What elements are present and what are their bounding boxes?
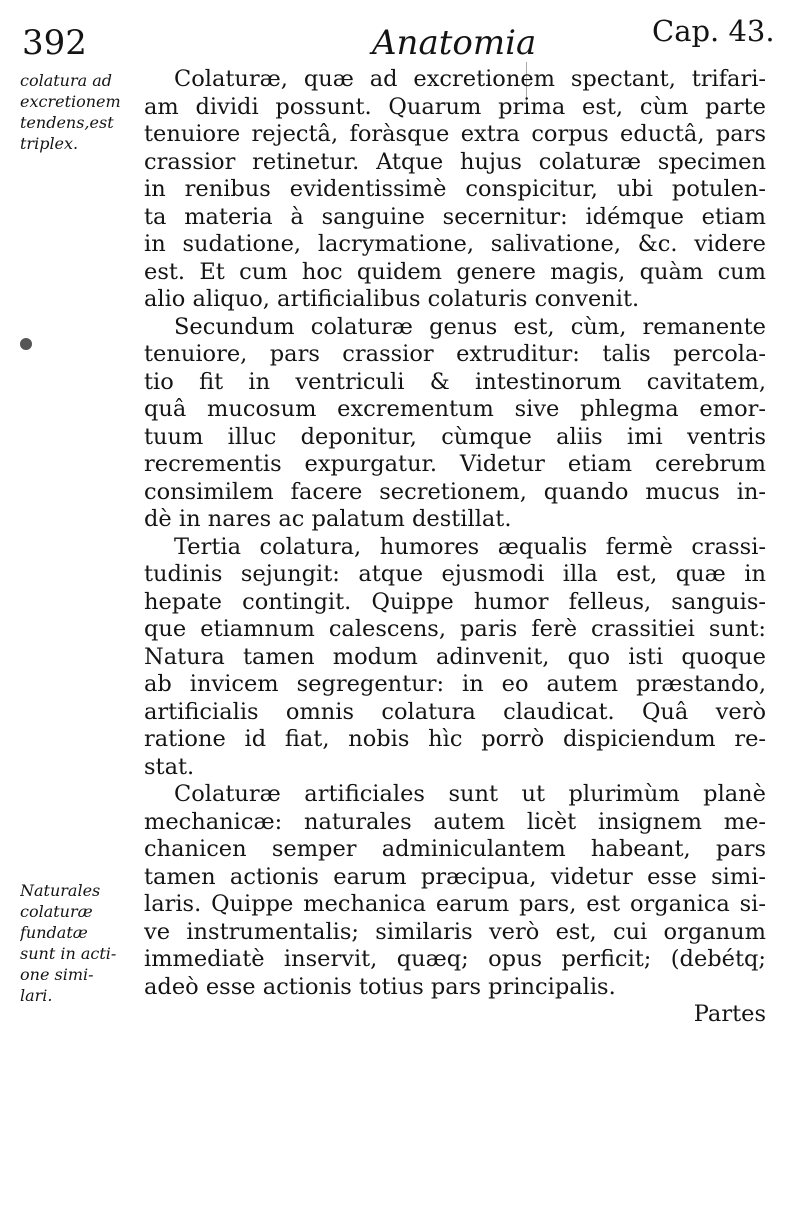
margin-note-line: excretionem [20, 92, 121, 111]
margin-note-line: colatura ad [20, 71, 113, 90]
margin-note-line: colaturæ [20, 902, 93, 921]
chapter-label: Cap. 43. [652, 14, 775, 48]
margin-note-2 [20, 880, 144, 1006]
text-line: est. Et cum hoc quidem genere magis, quàm cum [144, 258, 766, 285]
page-header [0, 0, 800, 70]
ink-speck [20, 338, 32, 350]
margin-note-line: tendens,est [20, 113, 114, 132]
main-text [144, 66, 766, 1029]
page-number: 392 [22, 23, 87, 63]
text-line: ta materia à sanguine secernitur: idémque etiam [144, 203, 766, 230]
text-line: ab invicem segregentur: in eo autem præstando, [144, 671, 766, 697]
text-line: stat. [144, 753, 195, 780]
text-line: tamen actionis earum præcipua, videtur esse simi- [144, 863, 766, 890]
text-line: tudinis sejungit: atque ejusmodi illa est, quæ in [144, 561, 766, 587]
text-line: immediatè inservit, quæq; opus perficit; (debétq; [144, 946, 766, 972]
text-line: adeò esse actionis totius pars principalis. [144, 973, 616, 1000]
catchword-line [144, 1001, 766, 1029]
text-line: tuum illuc deponitur, cùmque aliis imi ventris [144, 423, 766, 450]
catchword: Partes [693, 1001, 766, 1027]
text-line: tio fit in ventriculi & intestinorum cavitatem, [144, 368, 766, 395]
text-line: quâ mucosum excrementum sive phlegma emor- [144, 396, 766, 422]
paragraph-2 [144, 314, 766, 534]
text-line: que etiamnum calescens, paris ferè crassitiei sunt: [144, 616, 766, 642]
text-line: in sudatione, lacrymatione, salivatione, &c. videre [144, 231, 766, 257]
text-line: ratione id fiat, nobis hìc porrò dispiciendum re- [144, 726, 766, 752]
text-line: dè in nares ac palatum destillat. [144, 506, 512, 532]
paragraph-3 [144, 534, 766, 782]
margin-note-line: fundatæ [20, 923, 88, 942]
paragraph-1 [144, 66, 766, 314]
paragraph-4 [144, 781, 766, 1001]
text-line: Secundum colaturæ genus est, cùm, remanente [174, 313, 766, 340]
running-title: Anatomia [372, 23, 537, 63]
margin-note-line: sunt in acti- [20, 944, 117, 963]
text-line: alio aliquo, artificialibus colaturis convenit. [144, 286, 640, 312]
text-line: crassior retinetur. Atque hujus colaturæ specimen [144, 148, 766, 175]
text-line: tenuiore rejectâ, foràsque extra corpus eductâ, pars [144, 121, 766, 147]
text-line: consimilem facere secretionem, quando mucus in- [144, 478, 766, 505]
text-line: am dividi possunt. Quarum prima est, cùm parte [144, 93, 766, 120]
text-line: laris. Quippe mechanica earum pars, est organica si- [144, 891, 766, 917]
text-line: ve instrumentalis; similaris verò est, cui organum [144, 918, 766, 945]
text-line: hepate contingit. Quippe humor felleus, sanguis- [144, 588, 766, 615]
text-line: mechanicæ: naturales autem licèt insignem me- [144, 808, 766, 835]
text-line: Tertia colatura, humores æqualis fermè crassi- [174, 533, 766, 560]
text-line: Natura tamen modum adinvenit, quo isti quoque [144, 643, 766, 670]
margin-note-line: Naturales [20, 881, 101, 900]
margin-note-1 [20, 70, 144, 154]
margin-note-line: triplex. [20, 134, 79, 153]
margin-note-line: lari. [20, 986, 53, 1005]
text-line: recrementis expurgatur. Videtur etiam cerebrum [144, 451, 766, 477]
margin-note-line: one simi- [20, 965, 94, 984]
text-line: Colaturæ artificiales sunt ut plurimùm planè [174, 781, 766, 807]
text-line: chanicen semper adminiculantem habeant, pars [144, 836, 766, 862]
text-line: Colaturæ, quæ ad excretionem spectant, trifari- [174, 66, 766, 92]
text-line: tenuiore, pars crassior extruditur: talis percola- [144, 341, 766, 367]
text-line: in renibus evidentissimè conspicitur, ubi potulen- [144, 176, 766, 202]
text-line: artificialis omnis colatura claudicat. Quâ verò [144, 698, 766, 725]
